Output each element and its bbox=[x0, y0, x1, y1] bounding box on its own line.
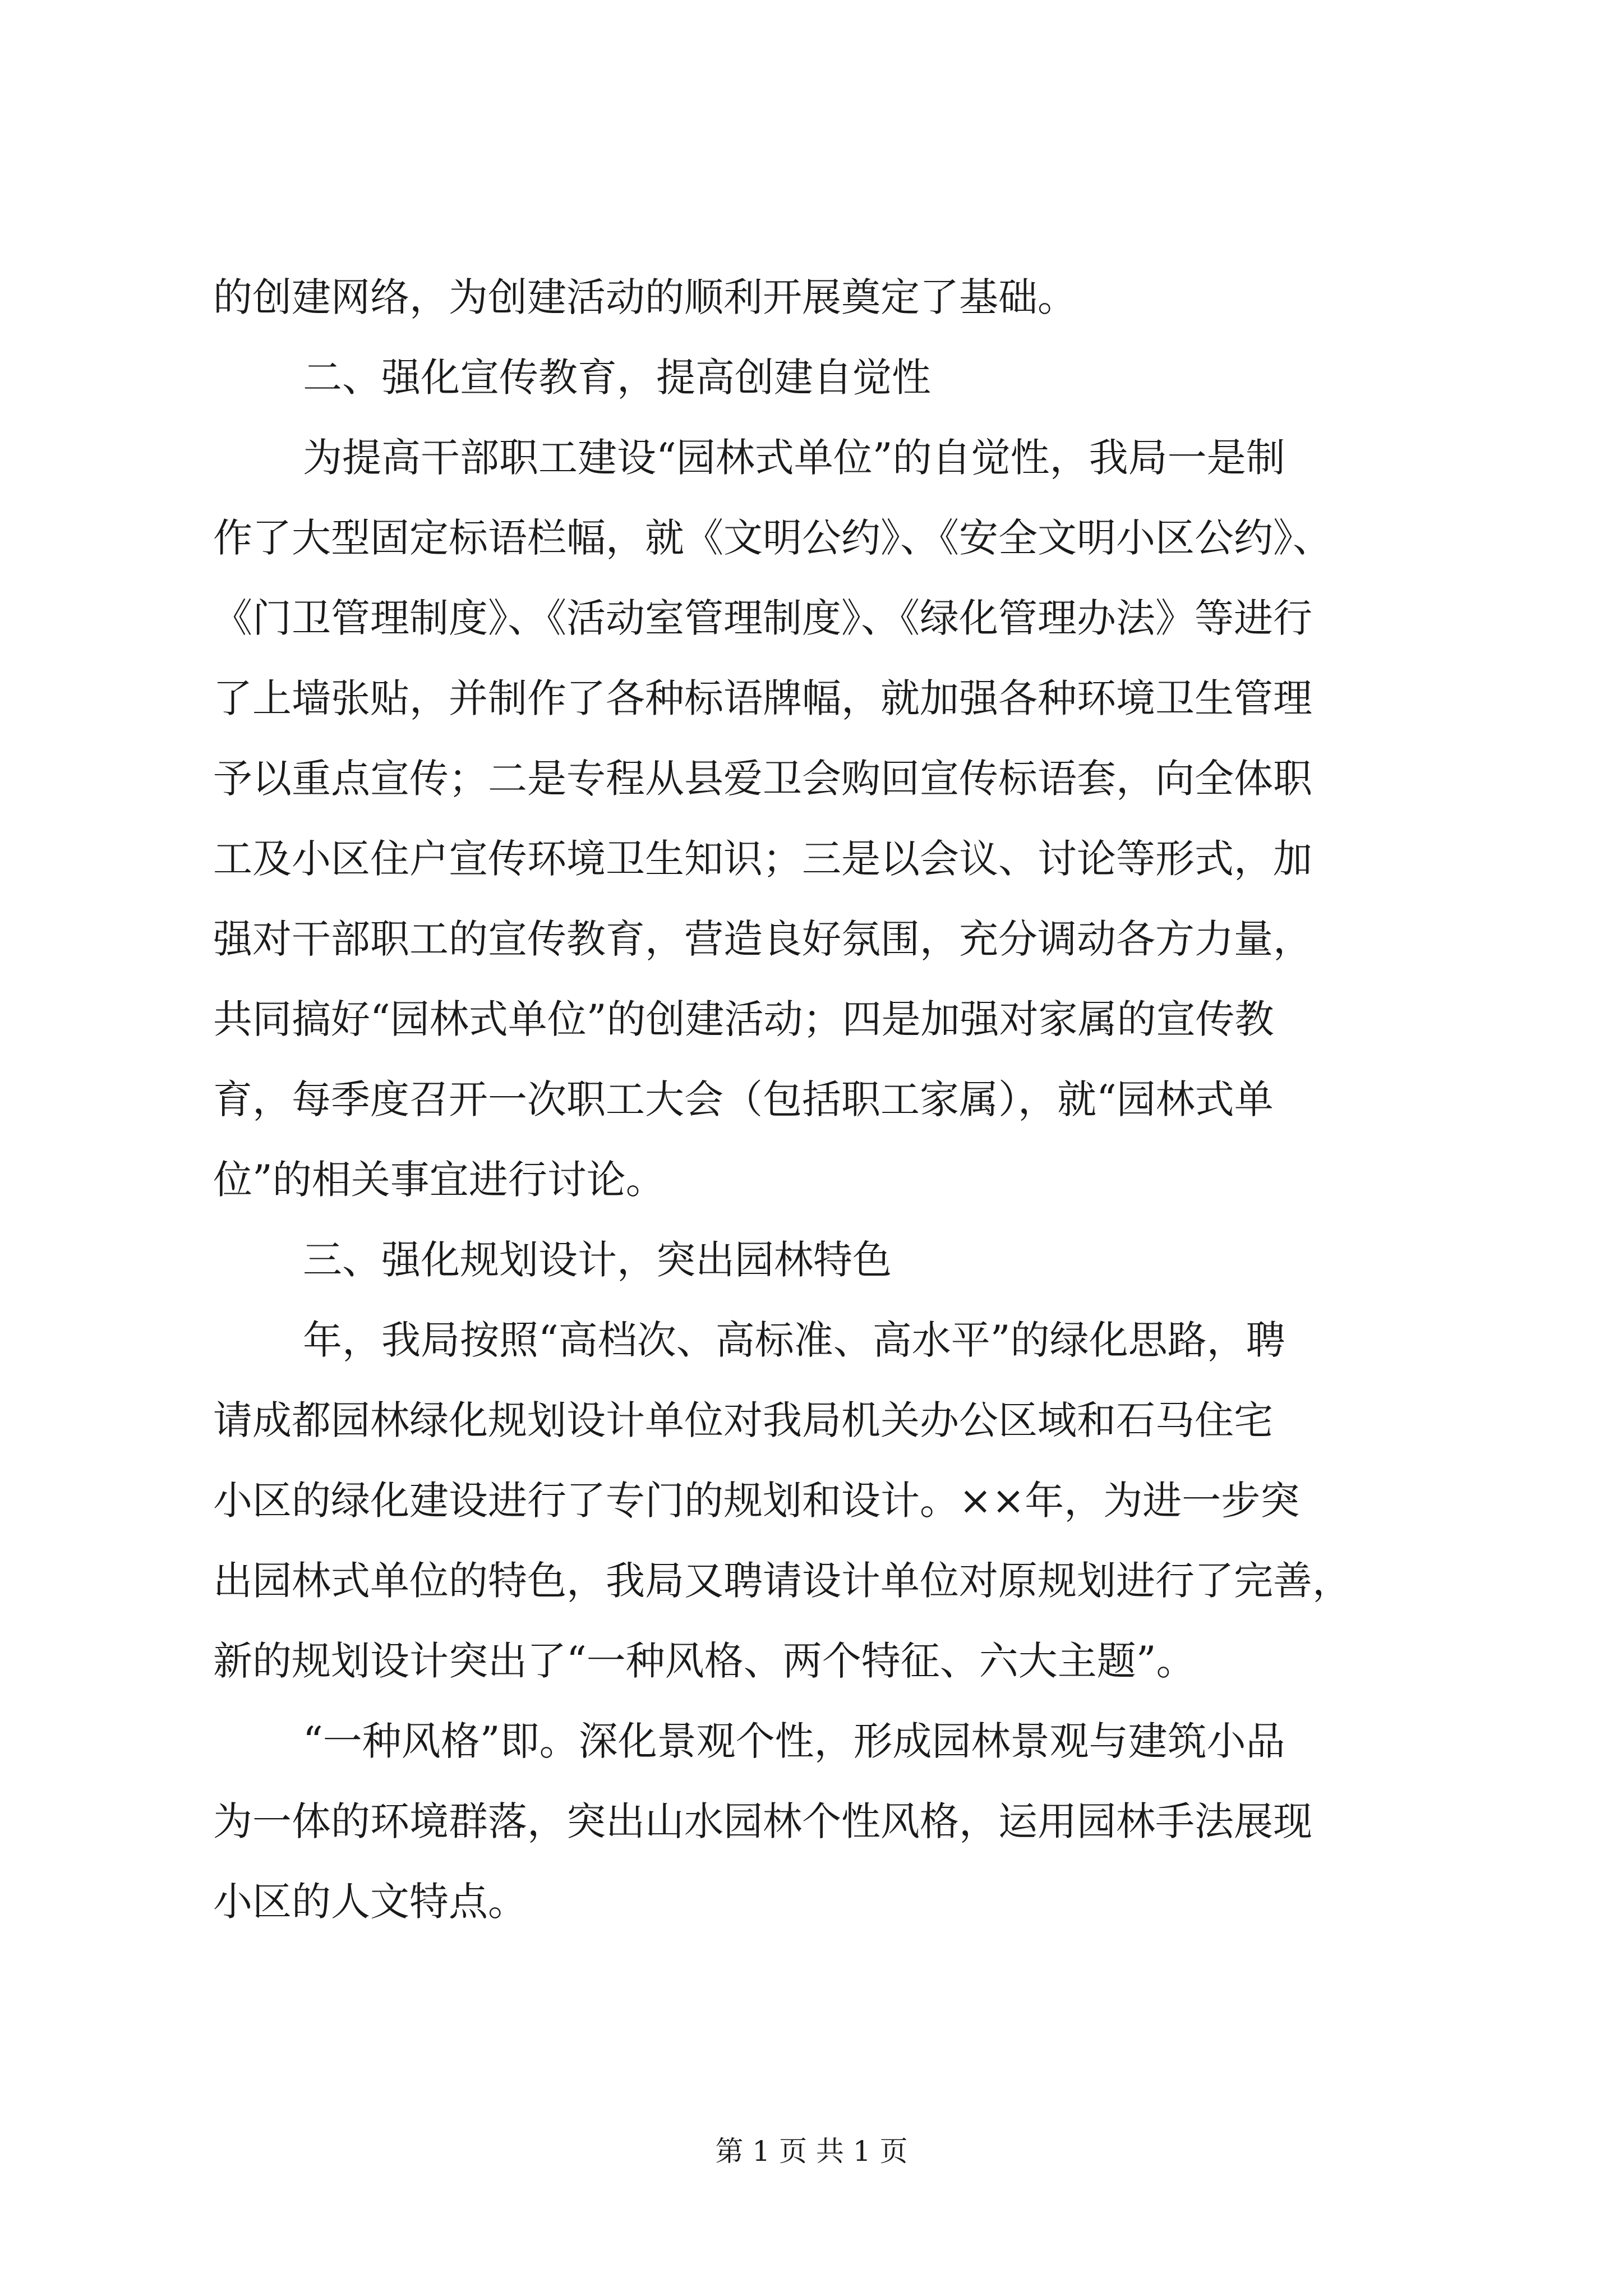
paragraph-line: 位”的相关事宜进行讨论。 bbox=[213, 1157, 665, 1203]
paragraph-line: 工及小区住户宣传环境卫生知识；三是以会议、讨论等形式，加 bbox=[213, 836, 1312, 882]
paragraph-line: 强对干部职工的宣传教育，营造良好氛围，充分调动各方力量， bbox=[213, 916, 1312, 962]
paragraph-line: “一种风格”即。深化景观个性，形成园林景观与建筑小品 bbox=[303, 1718, 1285, 1764]
paragraph-line: 请成都园林绿化规划设计单位对我局机关办公区域和石马住宅 bbox=[213, 1397, 1273, 1443]
paragraph-line: 予以重点宣传；二是专程从县爱卫会购回宣传标语套，向全体职 bbox=[213, 756, 1312, 802]
page-footer: 第 1 页 共 1 页 bbox=[715, 2135, 908, 2168]
section-heading: 三、强化规划设计，突出园林特色 bbox=[303, 1237, 892, 1283]
paragraph-line: 的创建网络，为创建活动的顺利开展奠定了基础。 bbox=[213, 274, 1077, 320]
paragraph-line: 《门卫管理制度》、《活动室管理制度》、《绿化管理办法》等进行 bbox=[213, 595, 1312, 641]
paragraph-line: 出园林式单位的特色，我局又聘请设计单位对原规划进行了完善， bbox=[213, 1558, 1352, 1604]
paragraph-line: 育，每季度召开一次职工大会（包括职工家属），就“园林式单 bbox=[213, 1076, 1274, 1122]
paragraph-line: 共同搞好“园林式单位”的创建活动；四是加强对家属的宣传教 bbox=[213, 996, 1274, 1042]
section-heading: 二、强化宣传教育，提高创建自觉性 bbox=[303, 355, 931, 401]
paragraph-line: 年，我局按照“高档次、高标准、高水平”的绿化思路，聘 bbox=[303, 1317, 1285, 1363]
paragraph-line: 为提高干部职工建设“园林式单位”的自觉性，我局一是制 bbox=[303, 435, 1285, 481]
paragraph-line: 为一体的环境群落，突出山水园林个性风格，运用园林手法展现 bbox=[213, 1798, 1312, 1844]
paragraph-line: 了上墙张贴，并制作了各种标语牌幅，就加强各种环境卫生管理 bbox=[213, 675, 1312, 721]
paragraph-line: 小区的人文特点。 bbox=[213, 1879, 527, 1925]
paragraph-line: 新的规划设计突出了“一种风格、两个特征、六大主题”。 bbox=[213, 1638, 1196, 1684]
paragraph-line: 作了大型固定标语栏幅，就《文明公约》、《安全文明小区公约》、 bbox=[213, 515, 1332, 561]
paragraph-line: 小区的绿化建设进行了专门的规划和设计。××年，为进一步突 bbox=[213, 1478, 1300, 1524]
